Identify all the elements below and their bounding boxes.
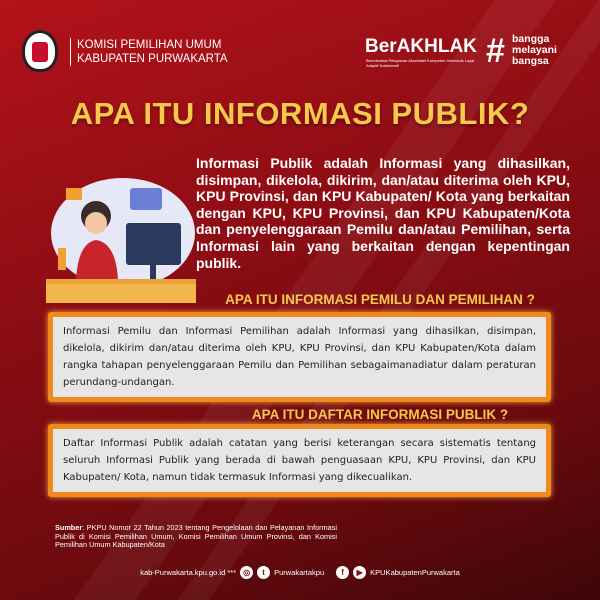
section1-heading: APA ITU INFORMASI PEMILU DAN PEMILIHAN ? xyxy=(225,292,535,307)
source-label: Sumber xyxy=(55,523,83,532)
page-title: APA ITU INFORMASI PUBLIK? xyxy=(70,96,530,131)
hashtag-line: bangga xyxy=(512,33,550,45)
berakhlak-tagline: Berorientasi Pelayanan Akuntabel Kompeten Harmonis Loyal Adaptif Kolaboratif xyxy=(366,58,475,68)
hashtag-line: melayani xyxy=(512,44,557,56)
section2-box xyxy=(48,424,551,497)
customer-service-illustration xyxy=(38,168,203,313)
section1-body: Informasi Pemilu dan Informasi Pemilihan adalah Informasi yang dihasilkan, disimpan, dikelola, dikirim dan/atau diterima oleh KPU, KPU Provinsi, dan KPU Kabupaten/Kota dalam rangka tahapan penyelenggaraan Pemilu dan Pemilihan sebagaimanadiatur dalam peraturan perundang-undangan. xyxy=(63,326,536,388)
instagram-icon[interactable]: ◎ xyxy=(240,566,253,579)
hashtag-icon: # xyxy=(486,32,505,70)
berakhlak-logo: BerAKHLAK xyxy=(365,36,477,57)
org-line1: KOMISI PEMILIHAN UMUM xyxy=(77,39,222,51)
source-text: : PKPU Nomor 22 Tahun 2023 tentang Pengelolaan dan Pelayanan Informasi Publik di Komisi Pemilihan Umum, Komisi Pemilihan Umum Provinsi, dan Komisi Pemilihan Umum Kabupaten/Kota xyxy=(55,523,337,549)
section1-box xyxy=(48,312,551,402)
org-line2: KABUPATEN PURWAKARTA xyxy=(77,53,228,65)
intro-paragraph: Informasi Publik adalah Informasi yang dihasilkan, disimpan, dikelola, dikirim, dan/atau diterima oleh KPU, KPU Provinsi, dan KPU Kabupaten/ Kota yang berkaitan dengan KPU, KPU Provinsi, dan KPU Kabupaten/Kota dan penyelenggaraan Pemilu dan/atau Pemilihan, serta Informasi lain yang berkaitan dengan kepentingan publik. xyxy=(196,155,570,271)
section2-body: Daftar Informasi Publik adalah catatan yang berisi keterangan secara sistematis tentang seluruh Informasi Publik yang berada di bawah penguasaan KPU, KPU Provinsi, dan KPU Kabupaten/ Kota, namun tidak termasuk Informasi yang dikecualikan. xyxy=(63,438,536,483)
hashtag-text xyxy=(512,34,557,67)
kpu-logo xyxy=(22,30,58,72)
source-note xyxy=(55,524,337,550)
youtube-icon[interactable]: ▶ xyxy=(353,566,366,579)
social-handle-1[interactable]: Purwakartakpu xyxy=(274,568,325,577)
footer xyxy=(0,566,600,579)
twitter-icon[interactable]: t xyxy=(257,566,270,579)
social-handle-2[interactable]: KPUKabupatenPurwakarta xyxy=(370,568,460,577)
hashtag-line: bangsa xyxy=(512,55,549,67)
website-link[interactable]: kab-Purwakarta.kpu.go.id *** xyxy=(140,568,237,577)
org-name xyxy=(70,38,228,66)
section2-heading: APA ITU DAFTAR INFORMASI PUBLIK ? xyxy=(251,407,509,422)
facebook-icon[interactable]: f xyxy=(336,566,349,579)
